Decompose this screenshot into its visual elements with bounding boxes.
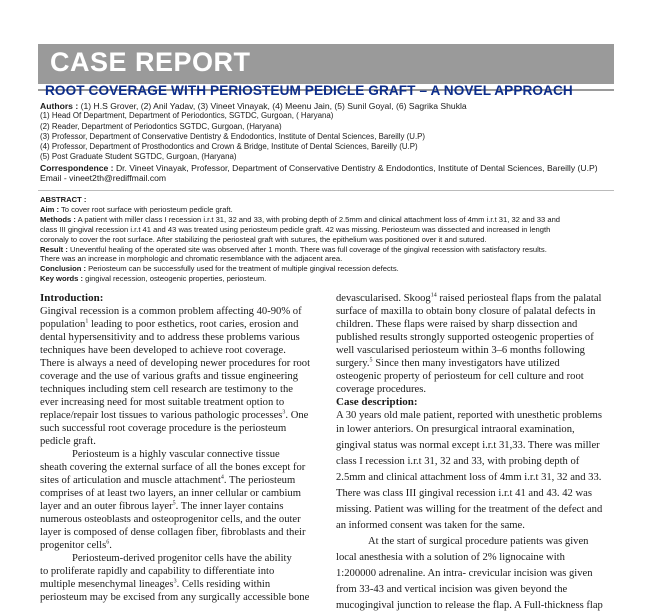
body-line: sheath covering the external surface of all the bones except for bbox=[40, 462, 306, 473]
body-line: techniques including stem cell research are testimony to the bbox=[40, 384, 293, 395]
abstract-rule bbox=[38, 190, 614, 191]
body-line: population$^1$ leading to poor esthetics, root caries, erosion and bbox=[40, 318, 299, 330]
body-line: sites of articulation and muscle attachment$^4$. The periosteum bbox=[40, 474, 296, 486]
affiliation: (1) Head Of Department, Department of Periodontics, SGTDC, Gurgoan, ( Haryana) bbox=[40, 111, 334, 121]
body-line: from 33-43 and vertical incision was given beyond the bbox=[336, 584, 568, 595]
body-line: layer is composed of dense collagen fiber, fibroblasts and their bbox=[40, 527, 306, 538]
body-line: such successful root coverage procedure is the periosteum bbox=[40, 423, 287, 434]
citation: 4 bbox=[220, 474, 224, 481]
body-line: coverage and the use of various grafts and tissue engineering bbox=[40, 371, 298, 382]
citation: 3 bbox=[173, 578, 177, 585]
body-line: local anesthesia with a solution of 2% lignocaine with bbox=[336, 552, 565, 563]
article-title: ROOT COVERAGE WITH PERIOSTEUM PEDICLE GRAFT – A NOVEL APPROACH bbox=[45, 83, 573, 98]
authors-line bbox=[40, 101, 620, 111]
citation: 3 bbox=[282, 409, 286, 416]
body-line: mucogingival junction to release the flap. A Full-thickness flap bbox=[336, 600, 603, 611]
body-line: coverage procedures. bbox=[336, 384, 426, 395]
body-line: multiple mesenchymal lineages$^3$. Cells residing within bbox=[40, 578, 271, 590]
correspondence-text: Dr. Vineet Vinayak, Professor, Department of Conservative Dentistry & Endodontics, Institute of Dental Sciences, Bareilly (U.P) bbox=[115, 162, 598, 173]
abstract-aim: Aim : To cover root surface with periosteum pedicle graft. bbox=[40, 204, 233, 214]
affiliation: (4) Professor, Department of Prosthodontics and Crown & Bridge, Institute of Dental Sciences, Bareilly (U.P) bbox=[40, 142, 418, 152]
abstract-methods-cont: coronaly to cover the root surface. After stabilizing the periosteal graft with sutures, the epithelium was positioned over it and sutured. bbox=[40, 234, 487, 244]
body-line: Gingival recession is a common problem affecting 40-90% of bbox=[40, 306, 302, 317]
body-line: missing. Patient was willing for the treatment of the defect and bbox=[336, 504, 603, 515]
body-line: layer and an outer fibrous layer$^5$. The inner layer contains bbox=[40, 500, 284, 512]
citation: 5 bbox=[172, 500, 176, 507]
body-line: replace/repair lost tissues to various pathologic processes$^3$. One bbox=[40, 409, 309, 421]
body-line: There was class III gingival recession i.r.t 41 and 43. 42 was bbox=[336, 488, 592, 499]
citation: 6 bbox=[106, 539, 110, 546]
authors-text: (1) H.S Grover, (2) Anil Yadav, (3) Vineet Vinayak, (4) Meenu Jain, (5) Sunil Goyal, (6) Sagrika Shukla bbox=[80, 101, 467, 111]
citation: 5 bbox=[369, 357, 373, 364]
body-line: comprises of at least two layers, an inner cellular or cambium bbox=[40, 488, 301, 499]
banner-title: CASE REPORT bbox=[50, 47, 251, 77]
introduction-heading: Introduction: bbox=[40, 292, 104, 304]
body-line: an informed consent was taken for the same. bbox=[336, 520, 525, 531]
affiliation: (3) Professor, Department of Conservative Dentistry & Endodontics, Institute of Dental Sciences, Bareilly (U.P) bbox=[40, 131, 426, 141]
abstract-heading: ABSTRACT : bbox=[40, 195, 87, 204]
authors-label: Authors : bbox=[40, 101, 79, 111]
body-line: periosteum may be excised from any surgically accessible bone bbox=[40, 592, 310, 603]
abstract-block bbox=[40, 195, 616, 284]
body-line: techniques have been developed to achieve root coverage. bbox=[40, 345, 286, 356]
abstract-methods-cont: class III gingival recession i.r.t 41 and 43 was treated using periosteum pedicle graft. 42 was missing. Periosteum was dissected and increased in length bbox=[40, 224, 551, 234]
author-block bbox=[40, 101, 620, 183]
correspondence-line bbox=[40, 163, 620, 173]
body-line: in lower anteriors. On presurgical intraoral examination, bbox=[336, 424, 575, 435]
abstract-result-cont: There was an increase in morphologic and chromatic resemblance with the adjacent area. bbox=[40, 254, 343, 264]
case-report-banner bbox=[38, 44, 614, 84]
correspondence-label: Correspondence : bbox=[40, 162, 114, 173]
body-line: At the start of surgical procedure patients was given bbox=[368, 536, 589, 547]
body-line: to proliferate rapidly and capability to differentiate into bbox=[40, 566, 275, 577]
body-line: Periosteum-derived progenitor cells have the ability bbox=[72, 553, 292, 564]
body-line: ever increasing need for most suitable treatment option to bbox=[40, 397, 285, 408]
abstract-conclusion: Conclusion : Periosteum can be successfully used for the treatment of multiple gingival recession defects. bbox=[40, 264, 399, 274]
body-line: surgery.$^5$ Since then many investigators have utilized bbox=[336, 357, 560, 369]
body-line: published results strongly supported osteogenic properties of bbox=[336, 332, 594, 343]
affiliation: (5) Post Graduate Student SGTDC, Gurgoan, (Haryana) bbox=[40, 152, 237, 162]
body-line: osteogenic property of periosteum for cell culture and root bbox=[336, 371, 584, 382]
citation: 14 bbox=[430, 292, 437, 299]
body-line: surface of maxilla to obtain bony closure of palatal defects in bbox=[336, 306, 596, 317]
body-line: A 30 years old male patient, reported with unesthetic problems bbox=[336, 410, 602, 421]
case-description-heading: Case description: bbox=[336, 396, 418, 408]
body-line: 1:200000 adrenaline. An intra- crevicular incision was given bbox=[336, 568, 593, 579]
body-line: Periosteum is a highly vascular connective tissue bbox=[72, 449, 280, 460]
body-line: class I recession i.r.t 31, 32 and 33, with probing depth of bbox=[336, 456, 580, 467]
email-line: Email - vineet2th@rediffmail.com bbox=[40, 173, 167, 184]
body-line: well vascularised periosteum within 3–6 months following bbox=[336, 345, 585, 356]
abstract-methods: Methods : A patient with miller class I recession i.r.t 31, 32 and 33, with probing depth of 2.5mm and clinical attachment loss of 4mm i.r.t 31, 32 and 33 and bbox=[40, 214, 561, 224]
body-line: There is always a need of developing newer procedures for root bbox=[40, 358, 311, 369]
body-line: progenitor cells$^6$. bbox=[40, 539, 112, 551]
right-column bbox=[336, 292, 622, 614]
body-line: children. These flaps were raised by sharp dissection and bbox=[336, 319, 578, 330]
body-line: 2.5mm and clinical attachment loss of 4mm i.r.t 31, 32 and 33. bbox=[336, 472, 602, 483]
body-line: gingival status was normal except i.r.t 31,33. There was miller bbox=[336, 440, 600, 451]
abstract-keywords: Key words : gingival recession, osteogenic properties, periosteum. bbox=[40, 274, 267, 284]
body-line: devascularised. Skoog$^{14}$ raised periosteal flaps from the palatal bbox=[336, 292, 602, 304]
body-line: pedicle graft. bbox=[40, 436, 96, 447]
affiliation: (2) Reader, Department of Periodontics SGTDC, Gurgoan, (Haryana) bbox=[40, 121, 282, 131]
abstract-result: Result : Uneventful healing of the operated site was observed after 1 month. There was full coverage of the gingival recession with satisfactory results. bbox=[40, 244, 547, 254]
left-column bbox=[40, 292, 326, 604]
citation: 1 bbox=[85, 318, 89, 325]
body-line: dental hypersensitivity and to address these problems various bbox=[40, 332, 300, 343]
body-line: numerous osteoblasts and osteoprogenitor cells, and the outer bbox=[40, 514, 301, 525]
